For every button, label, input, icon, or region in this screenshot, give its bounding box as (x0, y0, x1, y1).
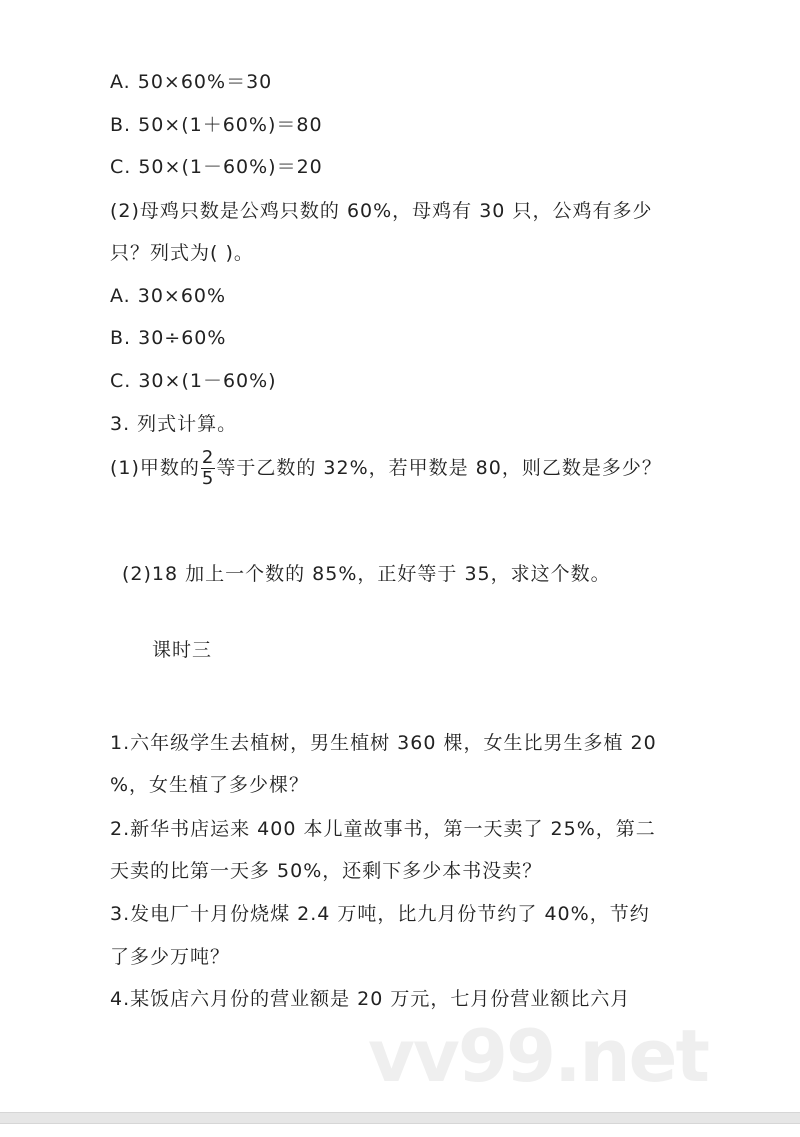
problem-line: 2.新华书店运来 400 本儿童故事书，第一天卖了 25%，第二 (110, 818, 656, 840)
option-b: B. 30÷60% (110, 327, 227, 349)
problem-line: 4.某饭店六月份的营业额是 20 万元，七月份营业额比六月 (110, 988, 631, 1010)
q3-1-before: (1)甲数的 (110, 457, 200, 479)
option-a: A. 30×60% (110, 285, 227, 307)
option-c: C. 50×(1－60%)＝20 (110, 156, 323, 178)
problem-line: 3.发电厂十月份烧煤 2.4 万吨，比九月份节约了 40%，节约 (110, 903, 650, 925)
problem-line: 1.六年级学生去植树，男生植树 360 棵，女生比男生多植 20 (110, 732, 657, 754)
question-3-title: 3. 列式计算。 (110, 413, 238, 435)
option-a: A. 50×60%＝30 (110, 71, 273, 93)
fraction-denominator: 5 (201, 468, 215, 489)
fraction (201, 448, 215, 489)
problem-line: 了多少万吨？ (110, 946, 231, 968)
option-b: B. 50×(1＋60%)＝80 (110, 114, 323, 136)
option-c: C. 30×(1－60%) (110, 370, 277, 392)
section-title: 课时三 (152, 639, 213, 661)
page-separator (0, 1112, 800, 1124)
q3-1-after: 等于乙数的 32%，若甲数是 80，则乙数是多少？ (216, 457, 662, 479)
fraction-numerator: 2 (201, 447, 215, 468)
question-2-2-line2: 只？列式为( )。 (110, 242, 254, 264)
problem-line: %，女生植了多少棵？ (110, 774, 310, 796)
question-2-2-line1: (2)母鸡只数是公鸡只数的 60%，母鸡有 30 只，公鸡有多少 (110, 200, 653, 222)
problem-line: 天卖的比第一天多 50%，还剩下多少本书没卖？ (110, 860, 543, 882)
question-3-1 (110, 446, 662, 490)
question-3-2: (2)18 加上一个数的 85%，正好等于 35，求这个数。 (122, 563, 611, 585)
watermark: vv99.net (368, 1014, 708, 1098)
